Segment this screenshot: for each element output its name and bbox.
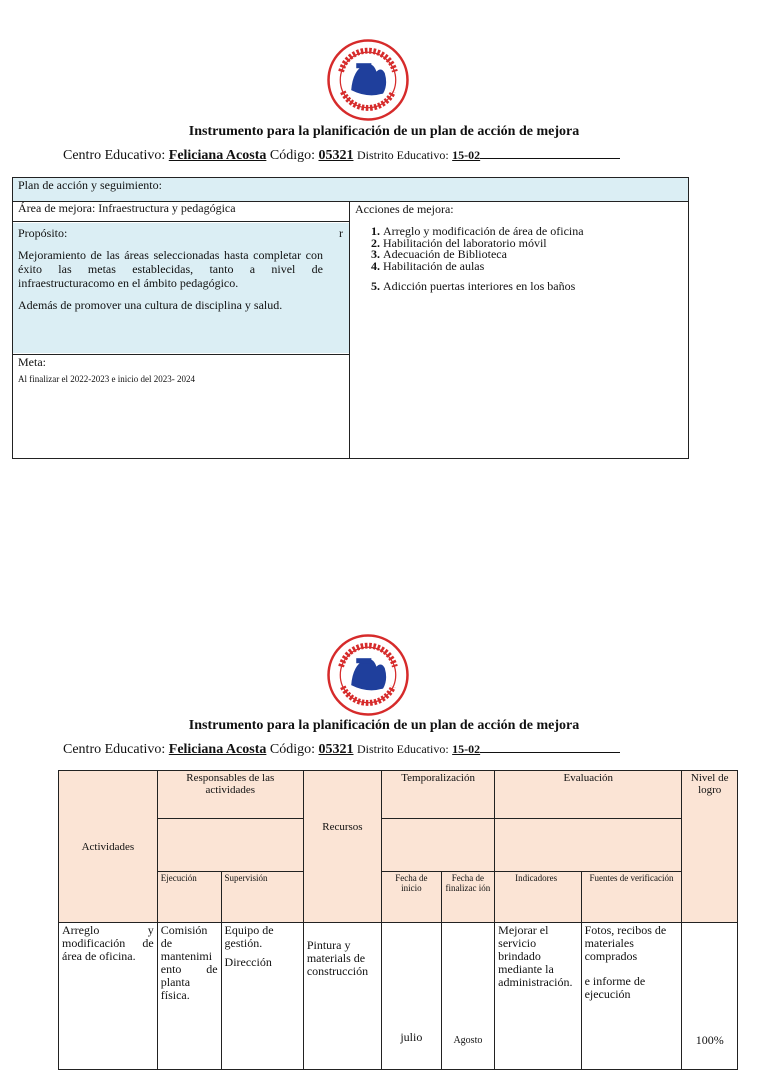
table-row <box>59 923 738 1070</box>
codigo-label: Código: <box>269 148 315 163</box>
area-mejora: Área de mejora: Infraestructura y pedagógica <box>13 202 349 222</box>
proposito-text-2: Además de promover una cultura de disciplina y salud. <box>18 298 283 312</box>
distrito-blank-line <box>480 147 620 159</box>
fuentes-line-2: e informe de ejecución <box>584 974 646 1001</box>
distrito-label: Distrito Educativo: <box>357 742 449 756</box>
centro-label: Centro Educativo: <box>63 148 166 163</box>
acciones-list <box>355 226 685 293</box>
cell-recursos: Pintura y materials de construcción <box>303 923 381 1070</box>
page-title: Instrumento para la planificación de un plan de acción de mejora <box>188 124 580 139</box>
centro-info-line <box>63 147 620 164</box>
cell-indicadores: Mejorar el servicio brindado mediante la administración. <box>495 923 581 1070</box>
header-temporalizacion: Temporalización <box>382 771 495 819</box>
cell-inicio: julio <box>382 923 442 1070</box>
list-item: 4. Habilitación de aulas <box>383 261 685 273</box>
cell-ejecucion: Comisión de mantenimi ento de planta física. <box>157 923 221 1070</box>
header-nivel: Nivel de logro <box>682 771 738 923</box>
plan-header: Plan de acción y seguimiento: <box>13 178 688 202</box>
centro-value: Feliciana Acosta <box>168 148 267 163</box>
page-title: Instrumento para la planificación de un plan de acción de mejora <box>188 718 580 733</box>
header-empty <box>495 819 682 872</box>
proposito-marker: r <box>339 226 343 240</box>
supervision-line-2: Dirección <box>224 955 272 969</box>
proposito-cell <box>13 223 349 353</box>
distrito-value: 15-02 <box>452 148 481 162</box>
plan-divider <box>349 202 350 459</box>
plan-table <box>12 177 689 459</box>
header-fecha-inicio: Fecha de inicio <box>382 872 442 923</box>
meta-label: Meta: <box>18 355 46 369</box>
meta-text: Al finalizar el 2022-2023 e inicio del 2023- 2024 <box>18 374 195 384</box>
codigo-value: 05321 <box>318 148 354 163</box>
distrito-label: Distrito Educativo: <box>357 148 449 162</box>
school-logo <box>326 633 410 717</box>
header-ejecucion: Ejecución <box>157 872 221 923</box>
cell-fin: Agosto <box>441 923 495 1070</box>
header-recursos: Recursos <box>303 771 381 923</box>
list-item: 3. Adecuación de Biblioteca <box>383 249 685 261</box>
centro-label: Centro Educativo: <box>63 742 166 757</box>
header-empty <box>157 819 303 872</box>
school-logo <box>326 38 410 122</box>
centro-value: Feliciana Acosta <box>168 742 267 757</box>
distrito-blank-line <box>480 741 620 753</box>
list-item: 2. Habilitación del laboratorio móvil <box>383 238 685 250</box>
acciones-cell <box>355 202 685 293</box>
proposito-text: Mejoramiento de las áreas seleccionadas hasta completar con éxito las metas establecidas, tanto a nivel de infraestructuracomo en el ámbito pedagógico. <box>18 248 323 290</box>
cell-nivel: 100% <box>682 923 738 1070</box>
distrito-value: 15-02 <box>452 742 481 756</box>
cell-supervision <box>221 923 303 1070</box>
list-item: 1. Arreglo y modificación de área de oficina <box>383 226 685 238</box>
proposito-label: Propósito: <box>18 226 68 240</box>
header-fecha-fin: Fecha de finalizac ión <box>441 872 495 923</box>
activity-table <box>58 770 738 1070</box>
centro-info-line <box>63 741 620 758</box>
list-item: 5. Adicción puertas interiores en los baños <box>383 281 685 293</box>
codigo-value: 05321 <box>318 742 354 757</box>
header-evaluacion: Evaluación <box>495 771 682 819</box>
meta-cell <box>13 354 349 459</box>
header-empty <box>382 819 495 872</box>
codigo-label: Código: <box>269 742 315 757</box>
header-supervision: Supervisión <box>221 872 303 923</box>
header-indicadores: Indicadores <box>495 872 581 923</box>
acciones-label: Acciones de mejora: <box>355 202 454 216</box>
header-responsables: Responsables de las actividades <box>157 771 303 819</box>
header-fuentes: Fuentes de verificación <box>581 872 682 923</box>
supervision-line-1: Equipo de gestión. <box>224 923 274 950</box>
cell-actividad: Arreglo y modificación de área de oficina. <box>59 923 158 1070</box>
fuentes-line-1: Fotos, recibos de materiales comprados <box>584 923 667 963</box>
header-actividades: Actividades <box>59 771 158 923</box>
cell-fuentes <box>581 923 682 1070</box>
